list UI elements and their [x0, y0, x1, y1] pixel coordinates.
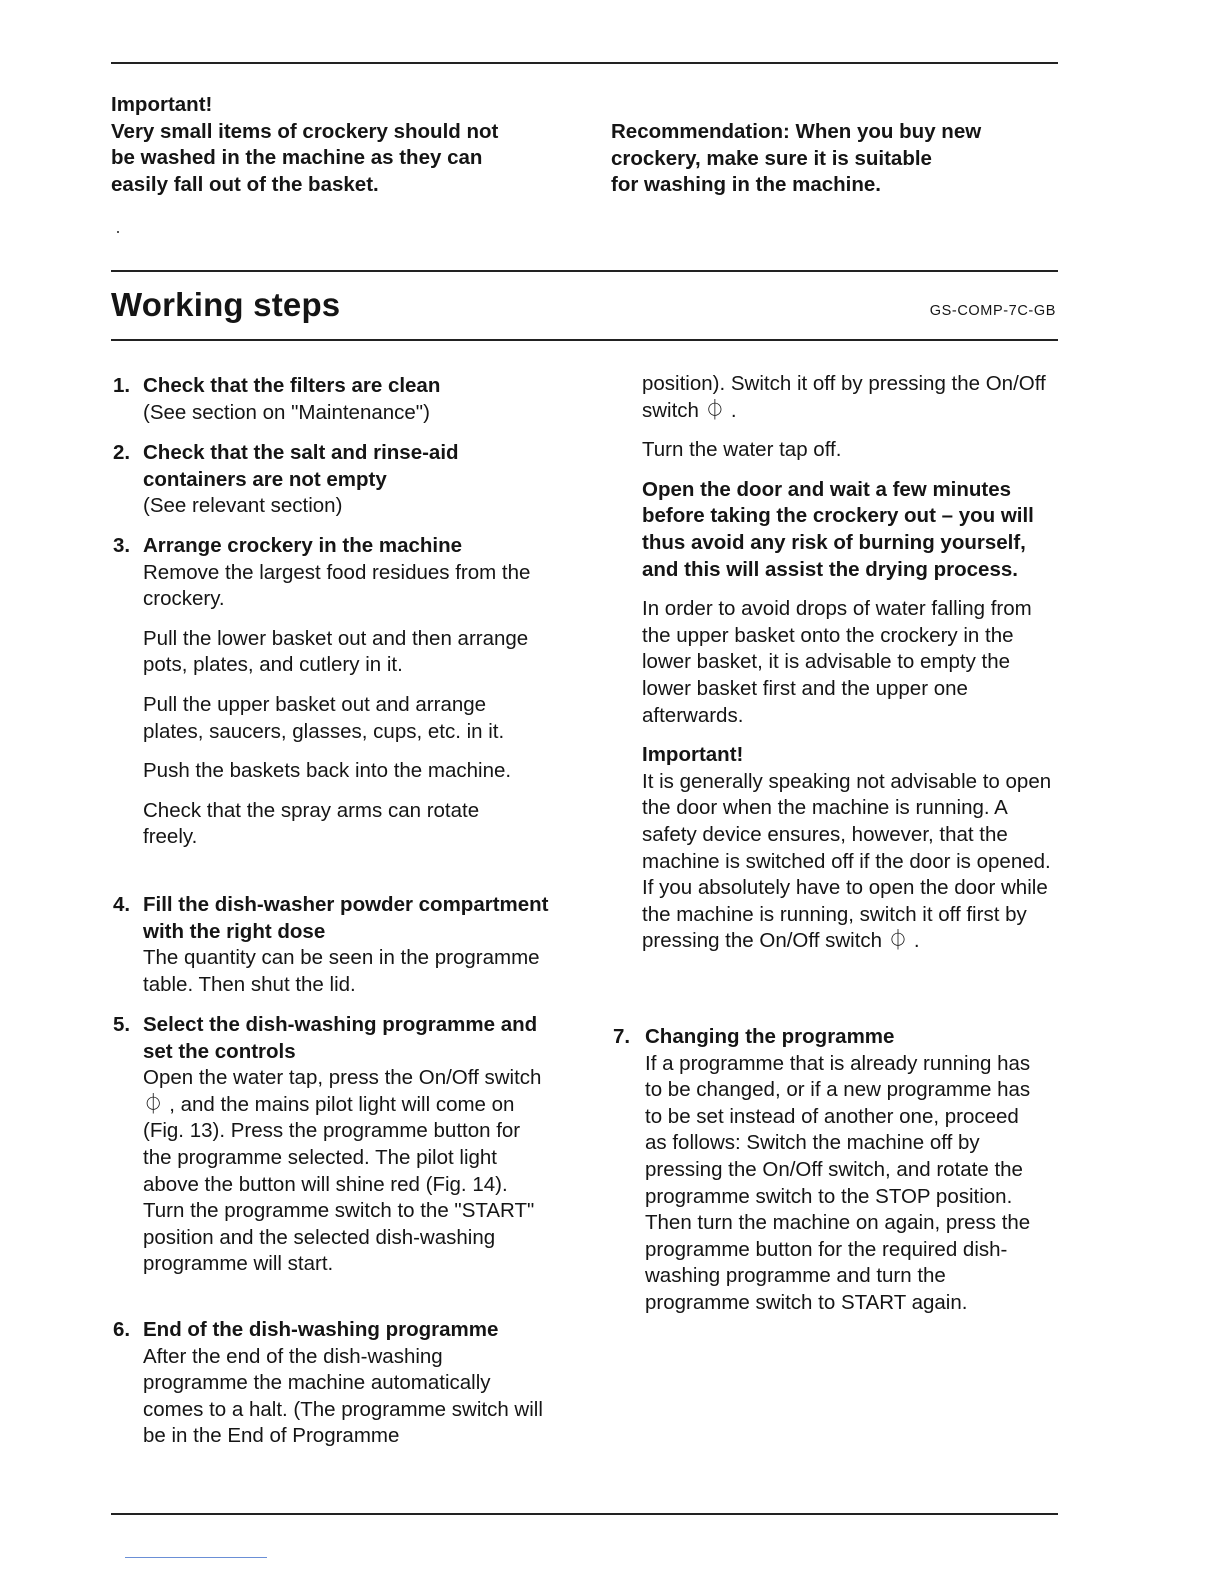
important-line: be washed in the machine as they can	[111, 146, 483, 169]
step-number: 1.	[113, 374, 131, 397]
step-paragraph: (See section on "Maintenance")	[143, 400, 430, 424]
step-4	[113, 892, 558, 1011]
drops-note: In order to avoid drops of water falling from the upper basket onto the crockery in the lower basket, it is advisable to empty the lower basket first and the upper one afterwards.	[642, 597, 1032, 727]
stray-dot	[117, 231, 119, 233]
step-heading: Check that the salt and rinse-aid containers are not empty	[143, 441, 459, 491]
step-5	[113, 1012, 553, 1291]
important-heading: Important!	[111, 93, 213, 116]
section-title: Working steps	[111, 286, 341, 323]
step-1	[113, 373, 533, 439]
step-heading: Changing the programme	[645, 1025, 895, 1048]
step-6	[113, 1317, 553, 1463]
step-paragraph: Push the baskets back into the machine.	[143, 759, 512, 783]
step-paragraph: Pull the lower basket out and then arrange pots, plates, and cutlery in it.	[143, 626, 529, 677]
recommendation-line: crockery, make sure it is suitable	[611, 146, 932, 170]
continuation-text: position). Switch it off by pressing the On/Off switch ⏀ .	[642, 372, 1046, 422]
recommendation-note	[611, 119, 1061, 199]
section-top-rule	[111, 270, 1058, 272]
step-number: 7.	[613, 1025, 631, 1048]
important-note	[111, 92, 581, 198]
step-number: 6.	[113, 1318, 131, 1341]
open-door-warning: Open the door and wait a few minutes before taking the crockery out – you will thus avoid any risk of burning yourself, and this will assist the drying process.	[642, 477, 1034, 581]
step-2	[113, 440, 533, 533]
step-paragraph: (See relevant section)	[143, 494, 343, 518]
section-bottom-rule	[111, 339, 1058, 341]
recommendation-line: Recommendation: When you buy new	[611, 120, 982, 143]
step-paragraph: Check that the spray arms can rotate freely.	[143, 798, 480, 849]
step-heading: Fill the dish-washer powder compartment with the right dose	[143, 893, 549, 943]
footer-line	[125, 1557, 267, 1558]
step-number: 3.	[113, 534, 131, 557]
step-heading: End of the dish-washing programme	[143, 1318, 499, 1341]
step-paragraph: After the end of the dish-washing programme the machine automatically comes to a halt. (The programme switch will be in the End of Programme	[143, 1344, 543, 1448]
step-heading: Arrange crockery in the machine	[143, 534, 463, 557]
step-number: 4.	[113, 893, 131, 916]
bottom-rule	[111, 1513, 1058, 1515]
step-paragraph: Open the water tap, press the On/Off switch ⏀ , and the mains pilot light will come on (Fig. 13). Press the programme button for the programme selected. The pilot light above the button will shine red (Fig. 14). Turn the programme switch to the "START" position and the selected dish-washing programme will start.	[143, 1066, 542, 1276]
step-3	[113, 533, 533, 864]
tap-off-text: Turn the water tap off.	[642, 438, 842, 462]
top-rule	[111, 62, 1058, 64]
important-line: easily fall out of the basket.	[111, 172, 379, 196]
step-heading: Check that the filters are clean	[143, 374, 441, 397]
step-paragraph: If a programme that is already running has to be changed, or if a new programme has to be set instead of another one, proceed as follows: Switch the machine off by pressing the On/Off switch, and rotate the programme switch to the STOP position. Then turn the machine on again, press the programme button for the required dish-washing programme and turn the programme switch to START again.	[645, 1051, 1031, 1314]
important-text: It is generally speaking not advisable to open the door when the machine is running. A safety device ensures, however, that the machine is switched off if the door is opened. If you absolutely have to open the door while the machine is running, switch it off first by pressing the On/Off switch ⏀ .	[642, 769, 1052, 953]
important-heading-right: Important!	[642, 743, 744, 767]
step-number: 5.	[113, 1013, 131, 1036]
step-paragraph: Pull the upper basket out and arrange plates, saucers, glasses, cups, etc. in it.	[143, 692, 505, 743]
step-7	[613, 1024, 1043, 1317]
right-column	[642, 371, 1062, 968]
step-number: 2.	[113, 441, 131, 464]
step-paragraph: The quantity can be seen in the programme table. Then shut the lid.	[143, 946, 540, 996]
document-code: GS-COMP-7C-GB	[929, 303, 1056, 319]
step-paragraph: Remove the largest food residues from the crockery.	[143, 560, 531, 611]
step-heading: Select the dish-washing programme and set the controls	[143, 1013, 538, 1063]
recommendation-line: for washing in the machine.	[611, 173, 881, 196]
important-line: Very small items of crockery should not	[111, 119, 499, 143]
